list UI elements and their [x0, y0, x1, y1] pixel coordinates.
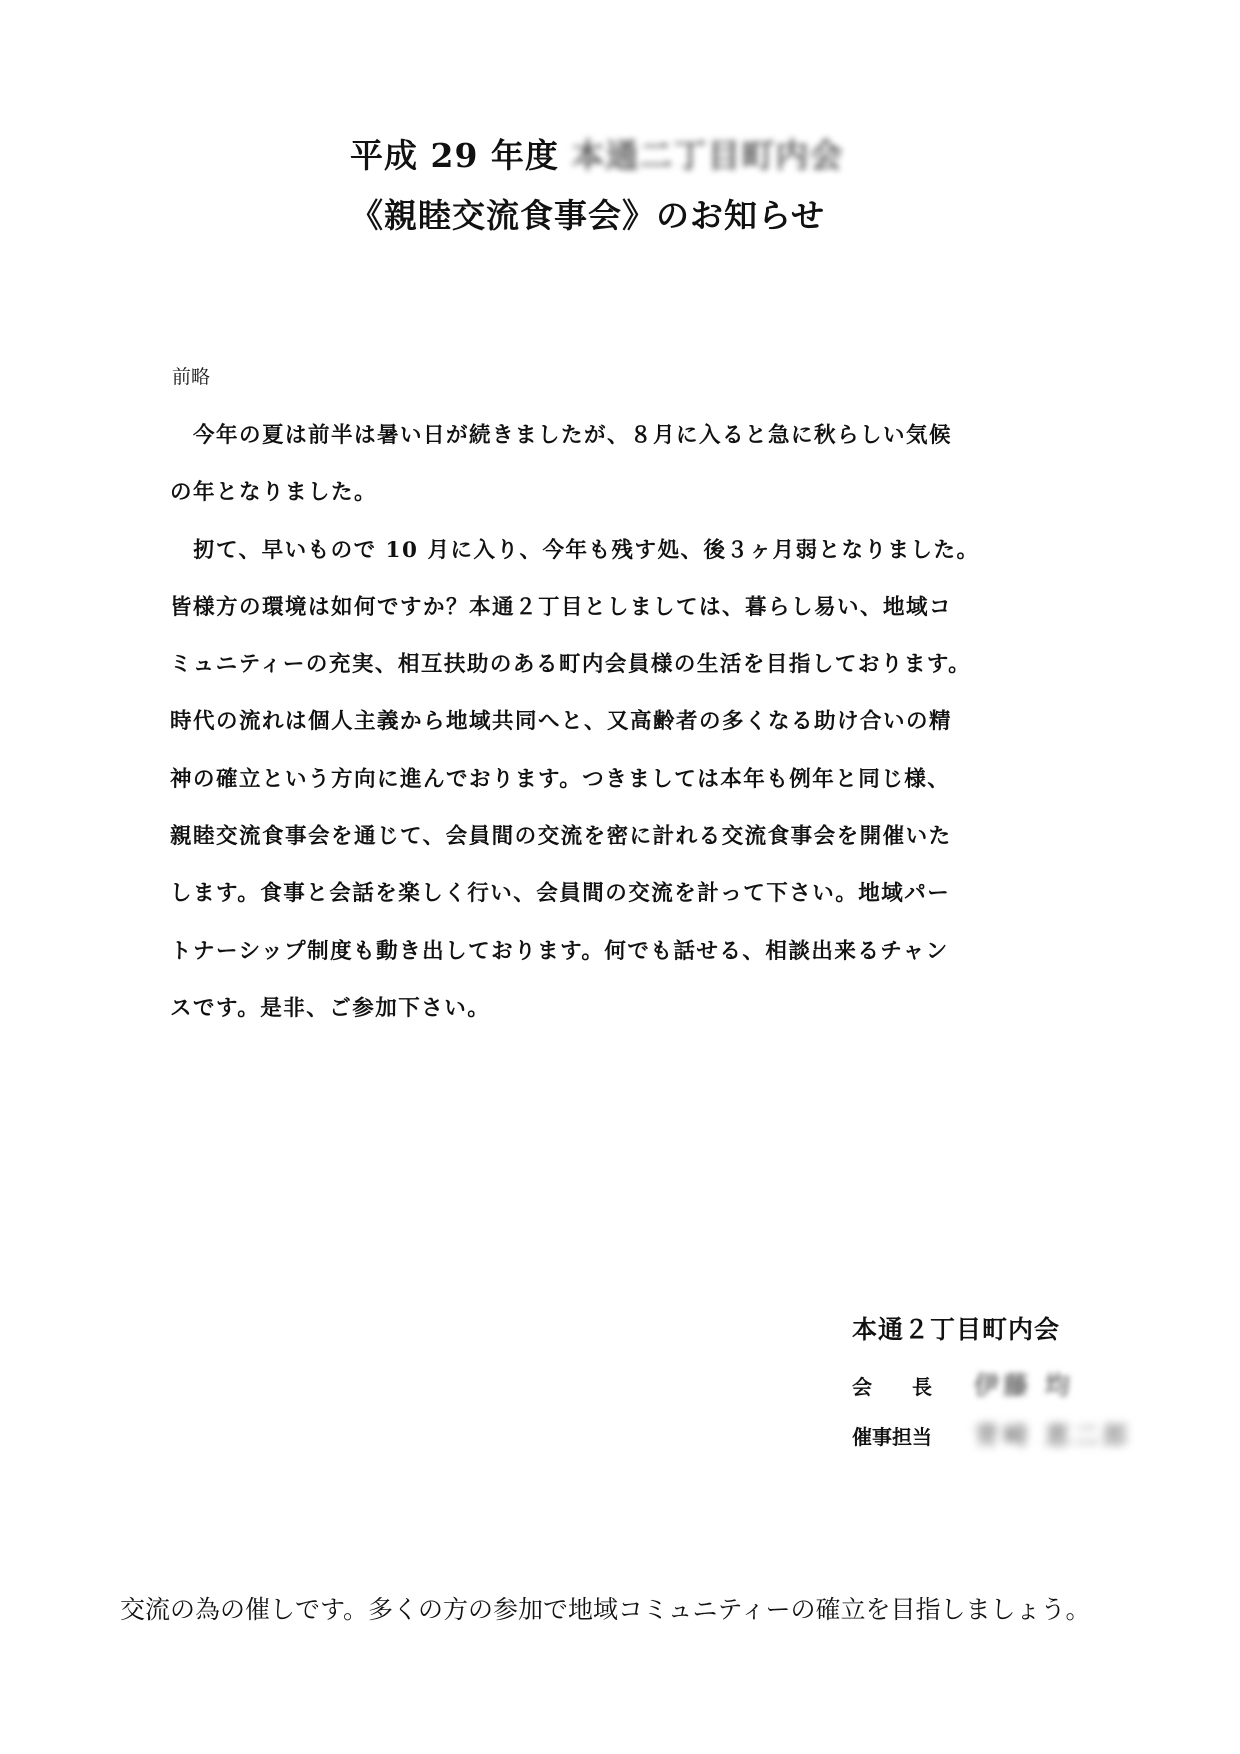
signature-organizer [852, 1416, 1132, 1452]
body-line: の年となりました。 [170, 480, 378, 506]
signature-organization: 本通２丁目町内会 [852, 1315, 1061, 1344]
president-name-redacted: 伊藤 均 [974, 1371, 1074, 1400]
title-fiscal-year: 平成 29 年度 [350, 136, 559, 175]
body-line: 皆様方の環境は如何ですか？本通２丁目としましては、暮らし易い、地域コ [170, 594, 953, 620]
body-line: 神の確立という方向に進んでおります。つきましては本年も例年と同じ様、 [170, 766, 951, 792]
organizer-name-redacted: 青崎 恵二郎 [974, 1421, 1132, 1450]
body-line: 今年の夏は前半は暑い日が続きましたが、８月に入ると急に秋らしい気候 [170, 423, 953, 448]
title-organization-redacted: 本通二丁目町内会 [571, 136, 844, 175]
salutation: 前略 [172, 366, 211, 388]
title-line-1 [350, 126, 1050, 186]
body-line: トナーシップ制度も動き出しております。何でも話せる、相談出来るチャン [170, 938, 949, 964]
body-line: スです。是非、ご参加下さい。 [170, 995, 491, 1021]
document-title [350, 126, 1050, 246]
footer-note: 交流の為の催しです。多くの方の参加で地域コミュニティーの確立を目指しましょう。 [120, 1595, 1091, 1624]
title-line-2: 《親睦交流食事会》のお知らせ [350, 196, 826, 235]
organizer-label: 催事担当 [852, 1425, 932, 1449]
body-line: 親睦交流食事会を通じて、会員間の交流を密に計れる交流食事会を開催いた [170, 824, 952, 850]
body-line: 扨て、早いもので 10 月に入り、今年も残す処、後３ヶ月弱となりました。 [170, 537, 980, 563]
body-line: ミュニティーの充実、相互扶助のある町内会員様の生活を目指しております。 [170, 652, 972, 678]
signature-president [852, 1366, 1074, 1402]
president-label: 会長 [852, 1375, 972, 1399]
body-text [170, 407, 1050, 1037]
body-line: 時代の流れは個人主義から地域共同へと、又高齢者の多くなる助け合いの精 [170, 709, 953, 735]
body-line: します。食事と会話を楽しく行い、会員間の交流を計って下さい。地域パー [170, 881, 951, 907]
